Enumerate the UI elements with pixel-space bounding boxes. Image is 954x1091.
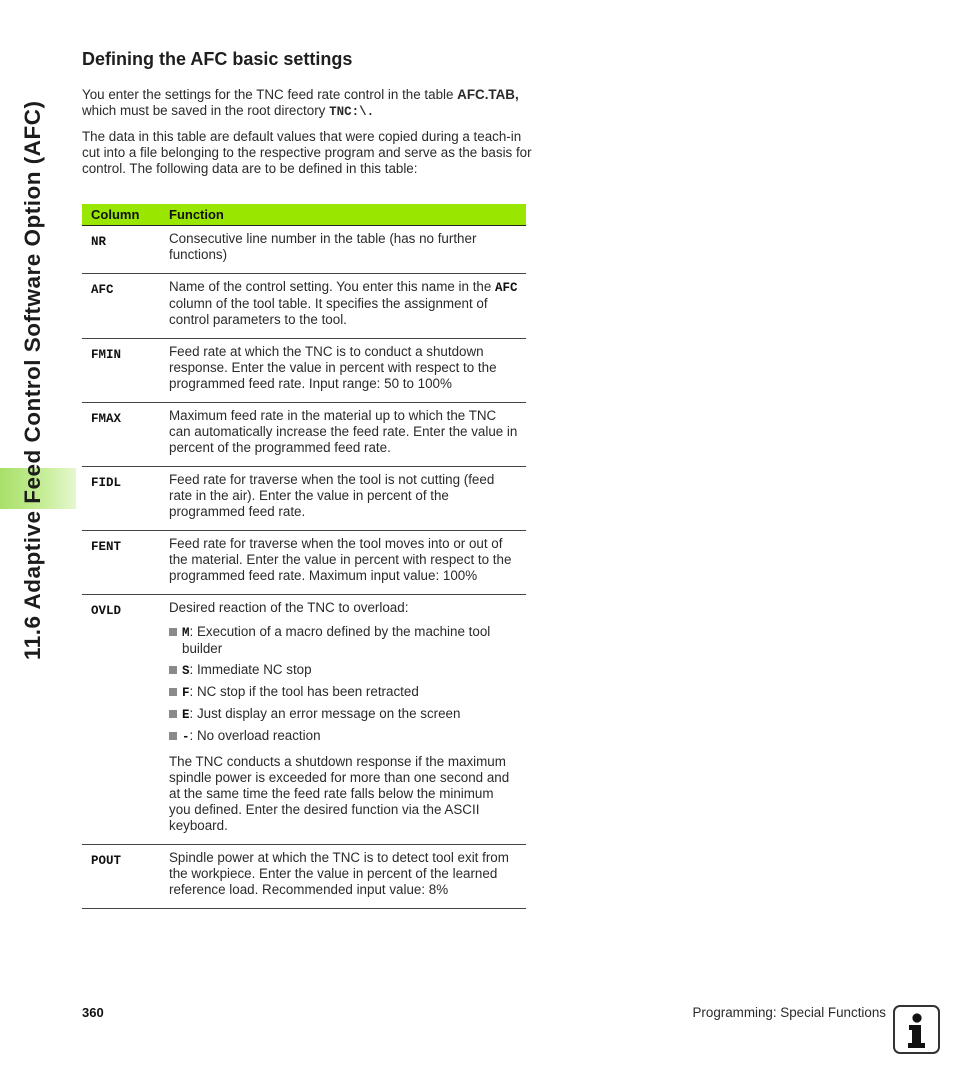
function-text: Spindle power at which the TNC is to detect tool exit from the workpiece. Enter the value in percent of the learned reference load. Recommended input value: 8% (165, 845, 526, 909)
afc-settings-table (82, 204, 526, 909)
column-header: Column (82, 204, 165, 226)
function-header: Function (165, 204, 526, 226)
column-code: AFC (91, 283, 114, 297)
function-text: Feed rate for traverse when the tool moves into or out of the material. Enter the value in percent with respect to the programmed feed rate. Maximum input value: 100% (165, 531, 526, 595)
column-code: FMIN (91, 348, 122, 362)
section-heading: Defining the AFC basic settings (82, 49, 353, 69)
table-row-fmin (82, 339, 526, 403)
overload-note: The TNC conducts a shutdown response if the maximum spindle power is exceeded for more than one second and at the same time the feed rate falls below the minimum you defined. Enter the desired function via the ASCII keyboard. (169, 754, 510, 833)
table-header-row (82, 204, 526, 226)
function-text: Name of the control setting. You enter this name in the AFC column of the tool table. It specifies the assignment of control parameters to the tool. (165, 274, 526, 339)
list-item: F: NC stop if the tool has been retracted (169, 684, 518, 701)
footer-section-title: Programming: Special Functions (692, 1005, 886, 1020)
column-code: OVLD (91, 604, 122, 618)
table-row-pout (82, 845, 526, 909)
table-row-nr (82, 226, 526, 274)
bullet-square-icon (169, 732, 177, 740)
root-directory: TNC:\. (329, 105, 375, 119)
bullet-square-icon (169, 688, 177, 696)
list-item: E: Just display an error message on the screen (169, 706, 518, 723)
overload-options-list (169, 624, 518, 745)
column-code: FIDL (91, 476, 122, 490)
column-code: POUT (91, 854, 122, 868)
column-code: FMAX (91, 412, 122, 426)
bullet-square-icon (169, 666, 177, 674)
table-row-ovld (82, 595, 526, 845)
intro-paragraph: You enter the settings for the TNC feed rate control in the table AFC.TAB, which must be saved in the root directory TNC:\. (82, 87, 519, 119)
info-glyph (895, 1007, 938, 1052)
function-text: Maximum feed rate in the material up to which the TNC can automatically increase the feed rate. Enter the value in percent of the programmed feed rate. (165, 403, 526, 467)
table-row-fent (82, 531, 526, 595)
table-name: AFC.TAB, (457, 87, 519, 102)
info-icon (893, 1005, 940, 1054)
function-text: Desired reaction of the TNC to overload: M: Execution of a macro defined by the machine tool builder S: Immediate NC stop F: NC stop if the tool has been retracted E: Just display an error message on the screen -: No overload reaction The TNC conducts a shutdown response if the maximum spindle power is exceeded for more than one second and at the same time the feed rate falls below the minimum you defined. Enter the desired function via the ASCII keyboard. (165, 595, 526, 845)
table-row-fmax (82, 403, 526, 467)
list-item: S: Immediate NC stop (169, 662, 518, 679)
list-item: -: No overload reaction (169, 728, 518, 745)
bullet-square-icon (169, 710, 177, 718)
bullet-square-icon (169, 628, 177, 636)
table-row-afc (82, 274, 526, 339)
function-text: Feed rate at which the TNC is to conduct a shutdown response. Enter the value in percent with respect to the programmed feed rate. Input range: 50 to 100% (165, 339, 526, 403)
list-item: M: Execution of a macro defined by the machine tool builder (169, 624, 518, 657)
column-code: FENT (91, 540, 122, 554)
function-text: Consecutive line number in the table (has no further functions) (165, 226, 526, 274)
function-text: Feed rate for traverse when the tool is not cutting (feed rate in the air). Enter the value in percent of the programmed feed rate. (165, 467, 526, 531)
page-number: 360 (82, 1005, 104, 1020)
intro-paragraph-2: The data in this table are default values that were copied during a teach-in cut into a file belonging to the respective program and serve as the basis for control. The following data are to be defined in this table: (82, 129, 532, 176)
table-row-fidl (82, 467, 526, 531)
column-code: NR (91, 235, 107, 249)
